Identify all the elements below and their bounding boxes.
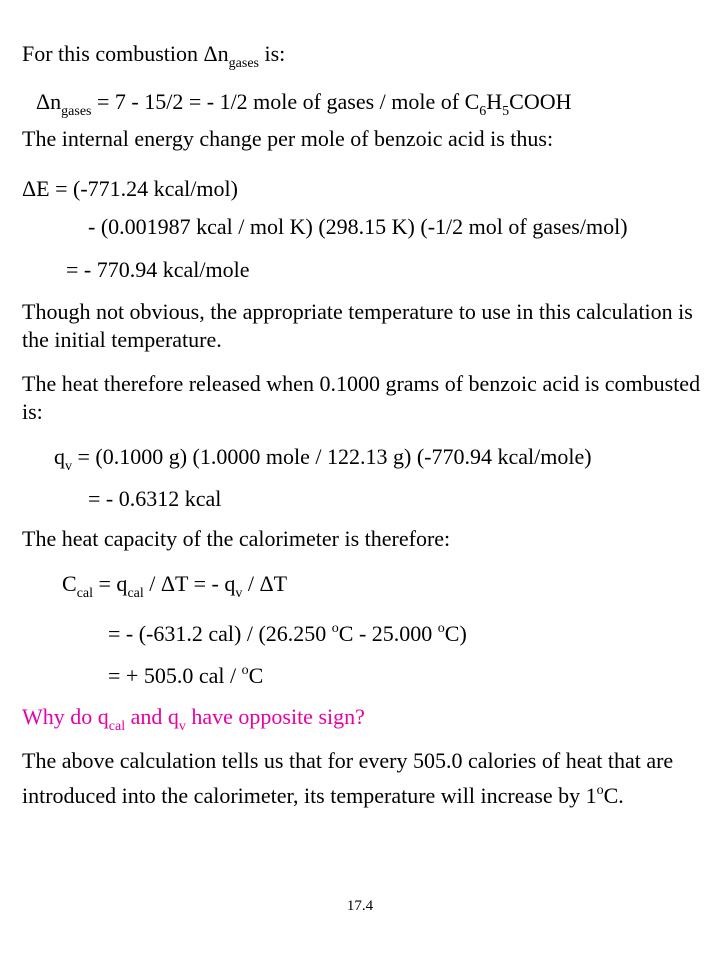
line-delta-n-equation: $\Delta n_{gases} = 7 - 15/2$ = - 1/2 mole of gases / mole of $C_6H_5COOH$ <box>36 89 572 119</box>
line-ccal-result: = + 505.0 cal / $^o$C <box>108 663 264 688</box>
paragraph-conclusion: The above calculation tells us that for every 505.0 calories of heat that are introduced into the calorimeter, its temperature will increase by 1$^o$C. <box>22 748 674 808</box>
delta-symbol: Δ <box>259 571 274 596</box>
delta-symbol: Δ <box>160 571 176 596</box>
delta-symbol: Δ <box>22 176 37 201</box>
question-opposite-sign: Why do $q_{cal}$ and $q_v$ have opposite sign? <box>22 704 365 734</box>
line-ccal-equation: $C_{cal} = q_{cal} / \Delta T$ = - $q_v$ / ΔT <box>62 571 288 601</box>
line-correction-term: - (0.001987 kcal / mol K) (298.15 K) (-1/2 mol of gases/mol) <box>88 214 628 239</box>
line-delta-e-equation: ΔE = (-771.24 kcal/mol) <box>22 176 238 201</box>
line-internal-energy-intro: The internal energy change per mole of benzoic acid is thus: <box>22 126 554 151</box>
paragraph-heat-released: The heat therefore released when 0.1000 grams of benzoic acid is combusted is: <box>22 371 701 424</box>
paragraph-temperature-note: Though not obvious, the appropriate temperature to use in this calculation is the initial temperature. <box>22 299 693 352</box>
line-qv-equation: $q_v = (0.1000$ g) (1.0000 mole / 122.13 g) (-770.94 kcal/mole) <box>54 444 592 474</box>
line-delta-e-result: = - 770.94 kcal/mole <box>66 257 250 282</box>
line-ccal-substitution: = - (-631.2 cal) / (26.250 $^o$C - 25.000 $^o$C) <box>108 621 467 646</box>
delta-symbol: Δ <box>203 41 218 66</box>
line-combustion-intro: For this combustion $\Delta n_{gases}$ is: <box>22 41 286 71</box>
line-qv-result: = - 0.6312 kcal <box>88 486 222 511</box>
page-number: 17.4 <box>346 898 374 914</box>
delta-symbol: Δ <box>36 89 51 114</box>
line-heat-capacity-intro: The heat capacity of the calorimeter is therefore: <box>22 526 451 551</box>
